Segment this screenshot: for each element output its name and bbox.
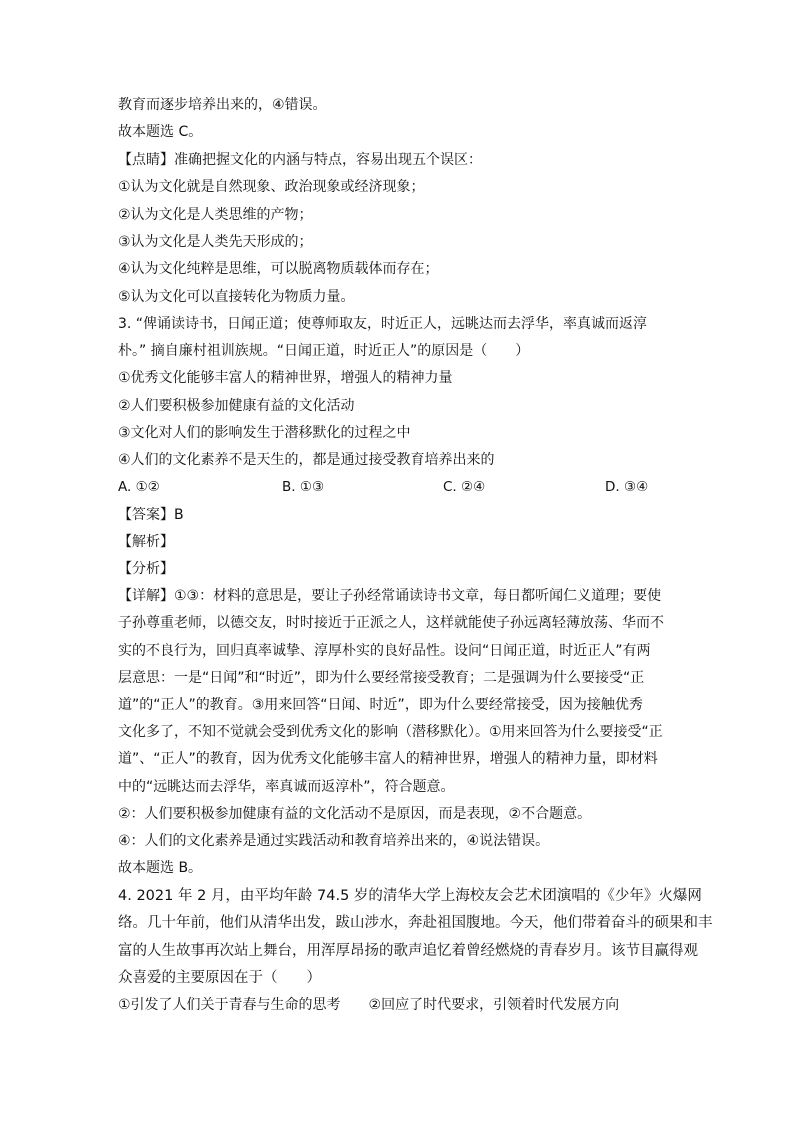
option-a: A. ①②	[118, 479, 160, 495]
text-line: ④认为文化纯粹是思维，可以脱离物质载体而存在；	[118, 261, 439, 277]
explanation-line: 实的不良行为，回归真率诚挚、淳厚朴实的良好品性。设问“日闻正道，时近正人”有两	[118, 643, 651, 659]
explanation-line: 层意思：一是“日闻”和“时近”，即为什么要经常接受教育；二是强调为什么要接受“正	[118, 670, 645, 686]
analysis-subheading: 【分析】	[118, 561, 174, 577]
text-line: ②认为文化是人类思维的产物；	[118, 207, 313, 223]
text-line: 故本题选 B。	[118, 860, 203, 876]
explanation-line: 子孙尊重老师，以德交友，时时接近于正派之人，这样就能使子孙远离轻薄放荡、华而不	[118, 615, 664, 631]
question-4-stem: 4. 2021 年 2 月，由平均年龄 74.5 岁的清华大学上海校友会艺术团演唱的《少年》火爆网	[118, 888, 702, 904]
explanation-line: ②：人们要积极参加健康有益的文化活动不是原因，而是表现，②不合题意。	[118, 806, 592, 822]
question-3-stem: 朴。” 摘自廉村祖训族规。“日闻正道，时近正人”的原因是（ ）	[118, 343, 530, 359]
explanation-line: ④：人们的文化素养是通过实践活动和教育培养出来的，④说法错误。	[118, 833, 550, 849]
tip-heading: 【点睛】准确把握文化的内涵与特点，容易出现五个误区：	[118, 152, 482, 168]
text-line: ③认为文化是人类先天形成的；	[118, 234, 313, 250]
question-3-statement: ③文化对人们的影响发生于潜移默化的过程之中	[118, 425, 411, 441]
text-line: ①认为文化就是自然现象、政治现象或经济现象；	[118, 179, 425, 195]
question-4-stem: 富的人生故事再次站上舞台，用浑厚昂扬的歌声追忆着曾经燃烧的青春岁月。该节目赢得观	[118, 943, 698, 959]
text-line: 故本题选 C。	[118, 124, 203, 140]
question-4-stem: 众喜爱的主要原因在于（ ）	[118, 970, 321, 986]
analysis-heading: 【解析】	[118, 534, 174, 550]
option-b: B. ①③	[282, 479, 325, 495]
answer-line: 【答案】B	[118, 507, 184, 523]
question-3-statement: ②人们要积极参加健康有益的文化活动	[118, 398, 355, 414]
explanation-line: 中的“远眺达而去浮华，率真诚而返淳朴”，符合题意。	[118, 779, 455, 795]
text-line: ⑤认为文化可以直接转化为物质力量。	[118, 289, 355, 305]
question-3-statement: ①优秀文化能够丰富人的精神世界，增强人的精神力量	[118, 370, 453, 386]
option-d: D. ③④	[605, 479, 649, 495]
question-3-stem: 3. “俾诵读诗书，日闻正道；使尊师取友，时近正人，远眺达而去浮华，率真诚而返淳	[118, 316, 648, 332]
question-4-stem: 络。几十年前，他们从清华出发，跋山涉水，奔赴祖国腹地。今天，他们带着奋斗的硕果和丰	[118, 915, 713, 931]
explanation-line: 道”的“正人”的教育。③用来回答“日闻、时近”，即为什么要经常接受，因为接触优秀	[118, 697, 643, 713]
question-4-statement: ①引发了人们关于青春与生命的思考 ②回应了时代要求，引领着时代发展方向	[118, 997, 620, 1013]
option-c: C. ②④	[443, 479, 486, 495]
explanation-line: 文化多了，不知不觉就会受到优秀文化的影响（潜移默化）。①用来回答为什么要接受“正	[118, 724, 663, 740]
explanation-line: 道”、“正人”的教育，因为优秀文化能够丰富人的精神世界，增强人的精神力量，即材料	[118, 751, 658, 767]
question-3-statement: ④人们的文化素养不是天生的，都是通过接受教育培养出来的	[118, 452, 495, 468]
explanation-line: 【详解】①③：材料的意思是，要让子孙经常诵读诗书文章，每日都听闻仁义道理；要使	[118, 588, 662, 604]
text-line: 教育而逐步培养出来的，④错误。	[118, 97, 327, 113]
